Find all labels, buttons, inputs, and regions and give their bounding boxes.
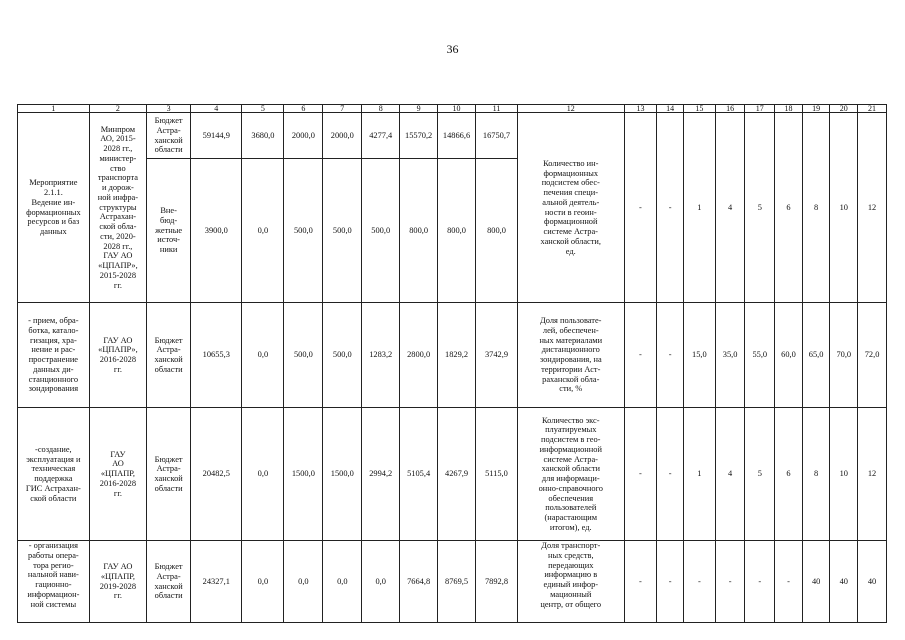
target-cell: - [657,541,684,623]
target-cell: 6 [775,408,803,541]
column-number-header: 9 [400,105,438,113]
target-cell: 8 [802,113,830,303]
target-cell: 70,0 [830,303,858,408]
value-cell: 0,0 [242,159,284,303]
target-cell: - [683,541,715,623]
column-number-header: 14 [657,105,684,113]
table-row [18,408,887,541]
target-cell: 12 [858,408,887,541]
indicator-cell: Доля пользовате- лей, обеспечен- ных материалами дистанционного зондирования, на территории Аст- раханской обла- сти, % [517,303,624,408]
target-cell: 4 [715,408,745,541]
target-cell: 4 [715,113,745,303]
table-row [18,303,887,408]
value-cell: 14866,6 [438,113,476,159]
value-cell: 0,0 [323,541,362,623]
table-row [18,113,887,159]
value-cell: 1500,0 [323,408,362,541]
value-cell: 3680,0 [242,113,284,159]
value-cell: 2000,0 [323,113,362,159]
indicator-cell: Количество экс- плуатируемых подсистем в гео- информационной системе Астра- ханской области для информаци- онно-справочного обеспечения пользователей (нарастающим итогом), ед. [517,408,624,541]
value-cell: 0,0 [242,303,284,408]
column-number-header: 5 [242,105,284,113]
column-number-header: 10 [438,105,476,113]
indicator-cell: Доля транспорт- ных средств, передающих информацию в единый инфор- мационный центр, от общего [517,541,624,623]
target-cell: 12 [858,113,887,303]
target-cell: - [624,113,657,303]
value-cell: 4277,4 [362,113,400,159]
target-cell: 40 [858,541,887,623]
executor-cell: Минпром АО, 2015- 2028 гг., министер- ство транспорта и дорож- ной инфра- структуры Астрахан- ской обла- сти, 2020- 2028 гг., ГАУ АО «ЦПАПР», 2015-2028 гг. [89,113,146,303]
funding-source-cell: Бюджет Астра- ханской области [147,113,191,159]
value-cell: 800,0 [438,159,476,303]
column-number-header: 15 [683,105,715,113]
target-cell: 5 [745,113,775,303]
column-number-header: 2 [89,105,146,113]
column-number-header: 7 [323,105,362,113]
column-number-header: 13 [624,105,657,113]
value-cell: 15570,2 [400,113,438,159]
value-cell: 0,0 [362,541,400,623]
column-number-header: 3 [147,105,191,113]
column-number-header: 1 [18,105,90,113]
value-cell: 8769,5 [438,541,476,623]
value-cell: 5105,4 [400,408,438,541]
funding-source-cell: Бюджет Астра- ханской области [147,303,191,408]
target-cell: 10 [830,113,858,303]
target-cell: 1 [683,113,715,303]
value-cell: 24327,1 [191,541,242,623]
column-number-header: 12 [517,105,624,113]
target-cell: 6 [775,113,803,303]
value-cell: 0,0 [284,541,323,623]
target-cell: 60,0 [775,303,803,408]
target-cell: 55,0 [745,303,775,408]
target-cell: 10 [830,408,858,541]
value-cell: 59144,9 [191,113,242,159]
column-number-header: 17 [745,105,775,113]
value-cell: 20482,5 [191,408,242,541]
target-cell: - [624,408,657,541]
target-cell: 8 [802,408,830,541]
column-number-header: 4 [191,105,242,113]
value-cell: 1829,2 [438,303,476,408]
target-cell: - [624,303,657,408]
activity-cell: -создание, эксплуатация и техническая поддержка ГИС Астрахан- ской области [18,408,90,541]
target-cell: 40 [830,541,858,623]
column-number-header: 8 [362,105,400,113]
value-cell: 7664,8 [400,541,438,623]
value-cell: 0,0 [242,541,284,623]
target-cell: - [745,541,775,623]
funding-source-cell: Вне- бюд- жетные источ- ники [147,159,191,303]
value-cell: 10655,3 [191,303,242,408]
activity-cell: - прием, обра- ботка, катало- гизация, хра- нение и рас- пространение данных ди- станционного зондирования [18,303,90,408]
target-cell: 35,0 [715,303,745,408]
target-cell: 15,0 [683,303,715,408]
value-cell: 2994,2 [362,408,400,541]
value-cell: 4267,9 [438,408,476,541]
value-cell: 5115,0 [475,408,517,541]
value-cell: 800,0 [400,159,438,303]
value-cell: 7892,8 [475,541,517,623]
column-number-header: 18 [775,105,803,113]
column-number-header: 19 [802,105,830,113]
value-cell: 2000,0 [284,113,323,159]
value-cell: 500,0 [284,159,323,303]
table-row [18,541,887,623]
value-cell: 500,0 [284,303,323,408]
target-cell: 40 [802,541,830,623]
column-number-header: 6 [284,105,323,113]
target-cell: - [657,113,684,303]
target-cell: 1 [683,408,715,541]
target-cell: 5 [745,408,775,541]
column-number-row [18,105,887,113]
value-cell: 500,0 [323,303,362,408]
target-cell: - [715,541,745,623]
executor-cell: ГАУ АО «ЦПАПР, 2016-2028 гг. [89,408,146,541]
column-number-header: 20 [830,105,858,113]
column-number-header: 11 [475,105,517,113]
funding-source-cell: Бюджет Астра- ханской области [147,408,191,541]
target-cell: - [775,541,803,623]
program-table [17,104,887,623]
page-number: 36 [446,42,459,56]
target-cell: - [624,541,657,623]
value-cell: 500,0 [323,159,362,303]
target-cell: - [657,303,684,408]
funding-source-cell: Бюджет Астра- ханской области [147,541,191,623]
value-cell: 2800,0 [400,303,438,408]
value-cell: 800,0 [475,159,517,303]
value-cell: 3742,9 [475,303,517,408]
target-cell: 65,0 [802,303,830,408]
activity-cell: - организация работы опера- тора регио- нальной нави- гационно- информацион- ной системы [18,541,90,623]
target-cell: 72,0 [858,303,887,408]
target-cell: - [657,408,684,541]
column-number-header: 16 [715,105,745,113]
value-cell: 1283,2 [362,303,400,408]
activity-cell: Мероприятие 2.1.1. Ведение ин- формационных ресурсов и баз данных [18,113,90,303]
indicator-cell: Количество ин- формационных подсистем обес- печения специ- альной деятель- ности в геоин- формационной системе Астра- ханской области, ед. [517,113,624,303]
value-cell: 16750,7 [475,113,517,159]
executor-cell: ГАУ АО «ЦПАПР, 2019-2028 гг. [89,541,146,623]
value-cell: 0,0 [242,408,284,541]
executor-cell: ГАУ АО «ЦПАПР», 2016-2028 гг. [89,303,146,408]
value-cell: 1500,0 [284,408,323,541]
value-cell: 500,0 [362,159,400,303]
value-cell: 3900,0 [191,159,242,303]
column-number-header: 21 [858,105,887,113]
